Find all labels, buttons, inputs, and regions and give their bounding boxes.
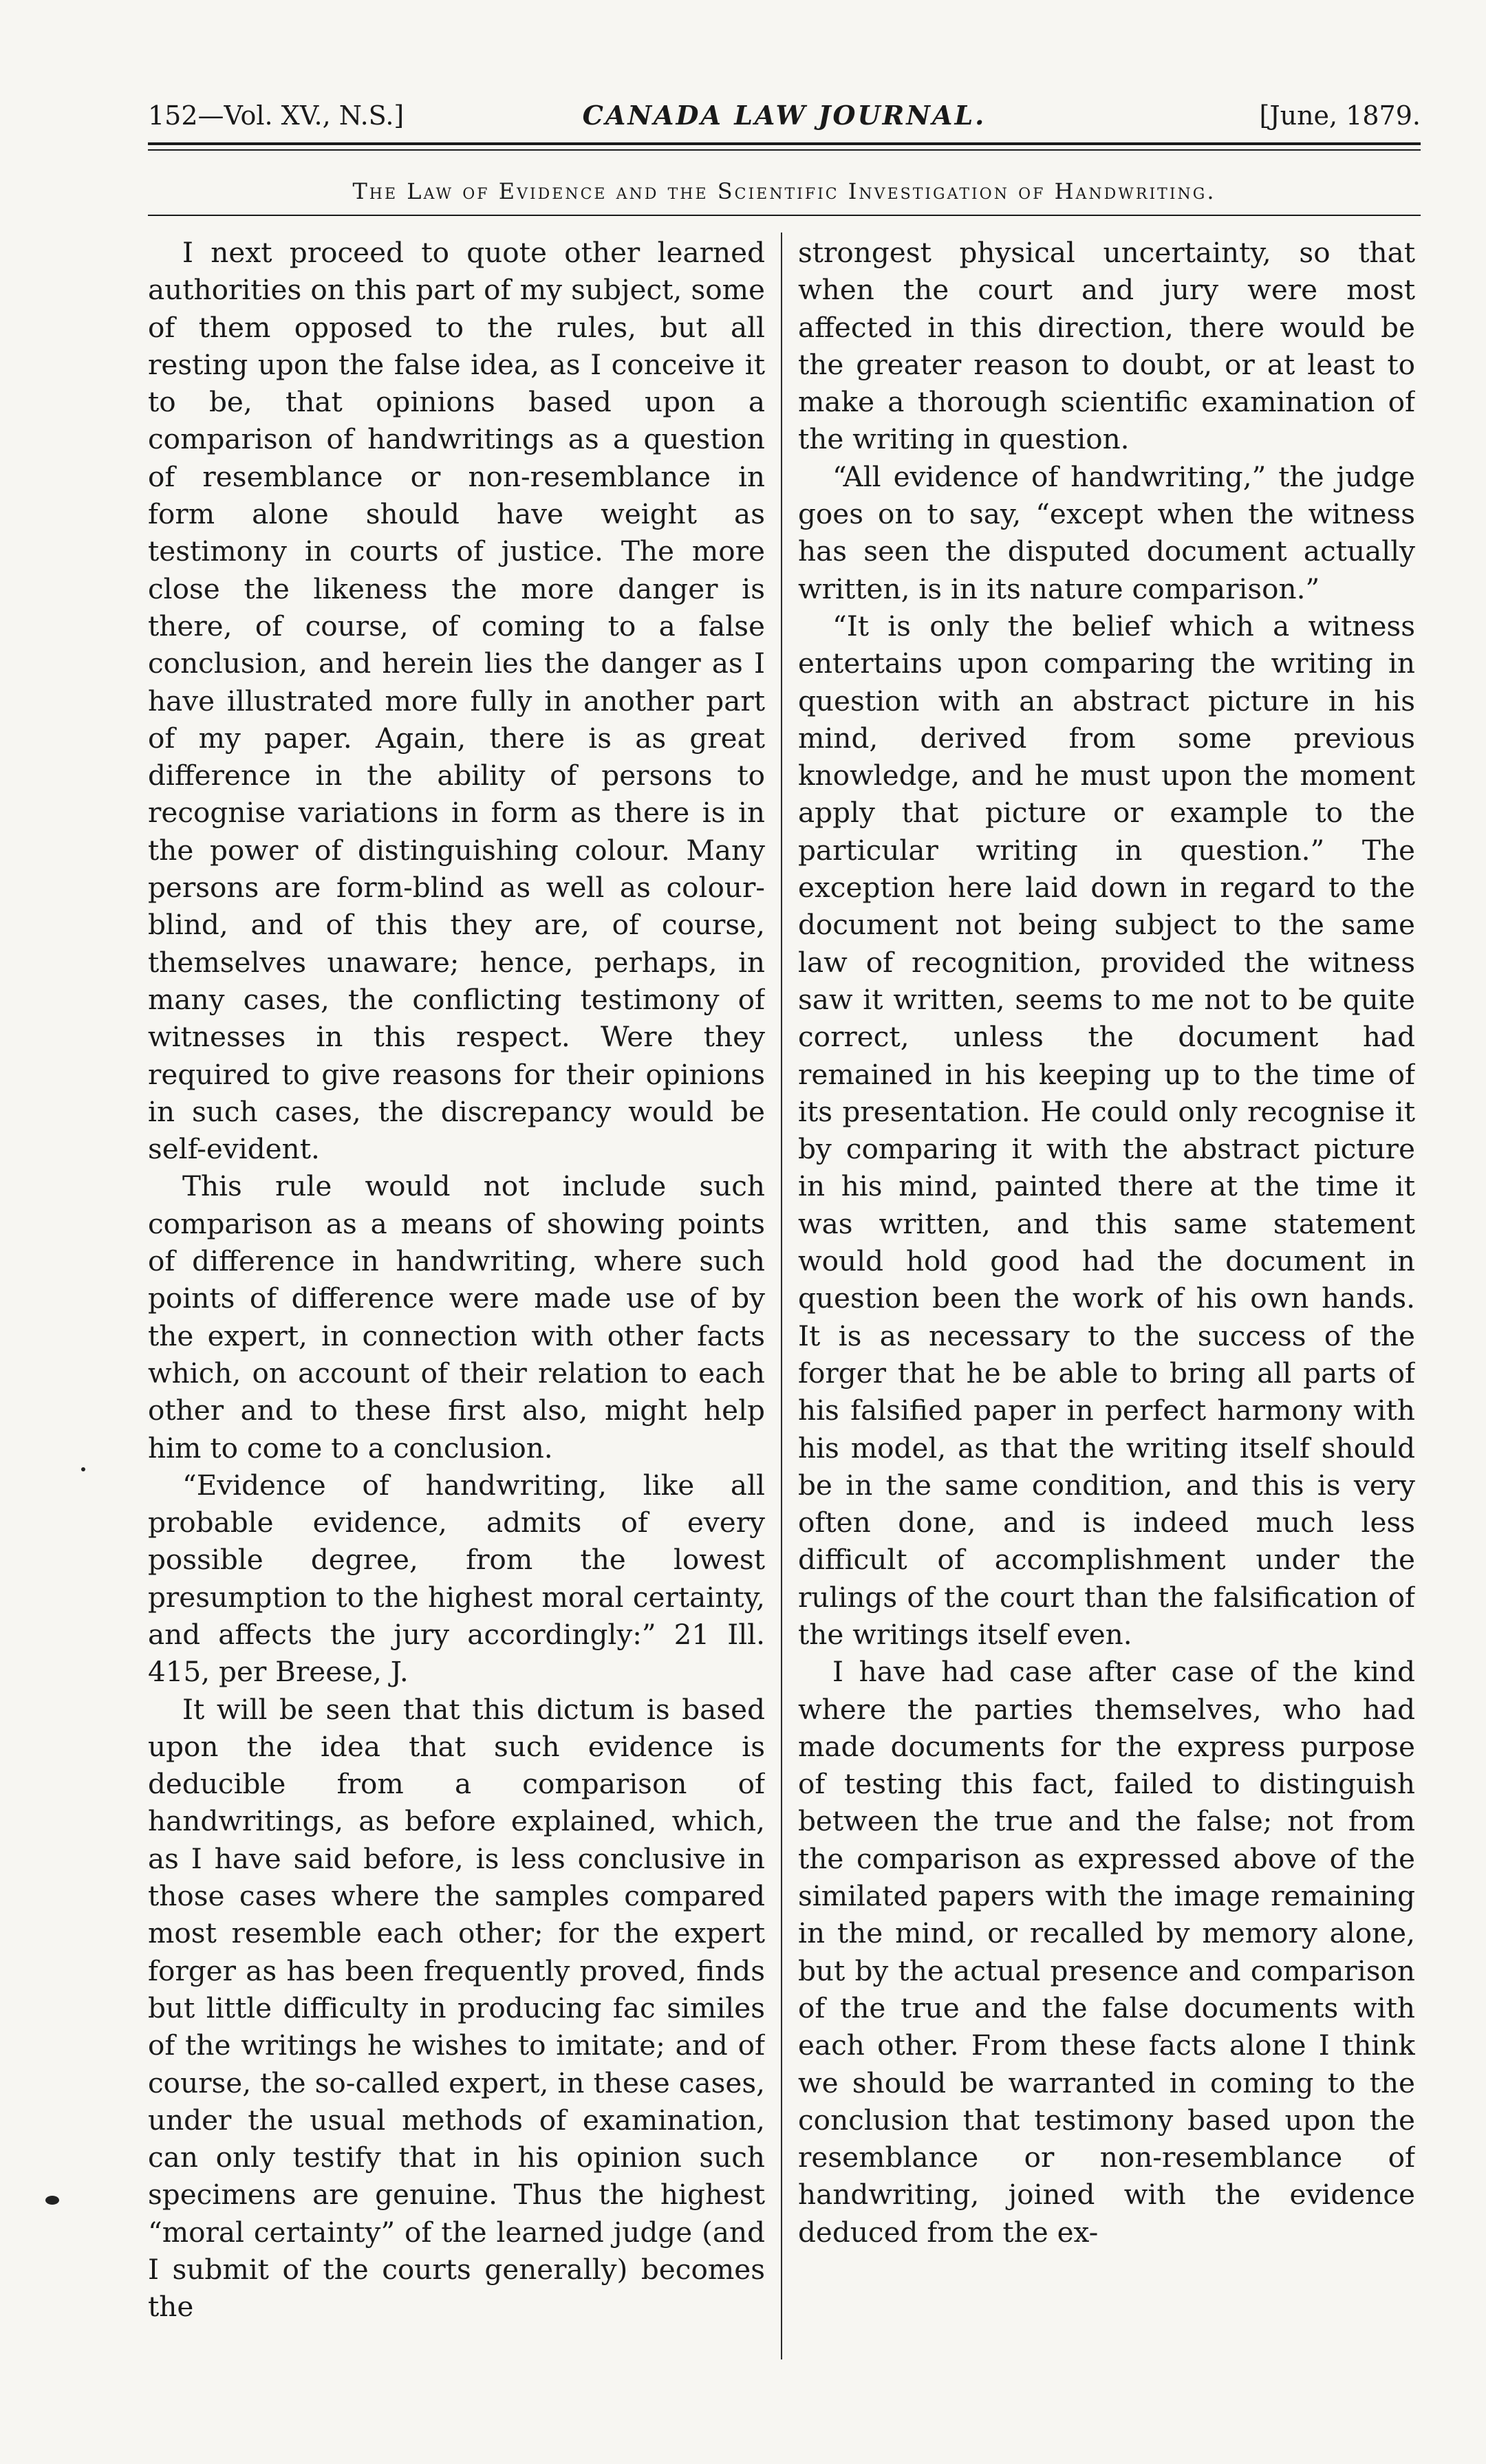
left-paragraph-4: It will be seen that this dictum is based upon the idea that such evidence is deducible from a comparison of handwritings, as before explained, which, as I have said before, is less conclusive in those cases where the samples compared most resemble each other; for the expert forger as has been frequently proved, finds but little difficulty in producing fac similes of the writings he wishes to imitate; and of course, the so-called expert, in these cases, under the usual methods of examination, can only testify that in his opinion such specimens are genuine. Thus the highest “moral certainty” of the learned judge (and I submit of the courts generally) becomes the: [148, 1692, 765, 2324]
running-head: [148, 95, 1421, 136]
right-column: [798, 234, 1415, 2359]
header-rule-thin: [148, 149, 1421, 151]
right-paragraph-4: I have had case after case of the kind where the parties themselves, who had made documents for the express purpose of testing this fact, failed to distinguish between the true and the false; not from the comparison as expressed above of the similated papers with the image remaining in the mind, or recalled by memory alone, but by the actual presence and comparison of the true and the false documents with each other. From these facts alone I think we should be warranted in coming to the conclusion that testimony based upon the resemblance or non-resemblance of handwriting, joined with the evidence deduced from the ex-: [798, 1655, 1415, 2249]
issue-date: [June, 1879.: [1259, 100, 1421, 131]
margin-mark: [81, 1467, 85, 1471]
margin-ink-blot: [45, 2196, 59, 2205]
left-paragraph-2: This rule would not include such comparison as a means of showing points of difference in handwriting, where such points of difference were made use of by the expert, in connection with other facts which, on account of their relation to each other and to these first also, might help him to come to a conclusion.: [148, 1169, 765, 1465]
page-volume-label: 152—Vol. XV., N.S.]: [148, 100, 405, 131]
section-title: The Law of Evidence and the Scientific Investigation of Handwriting.: [352, 178, 1216, 204]
left-paragraph-3: “Evidence of handwriting, like all probable evidence, admits of every possible degree, from the lowest presumption to the highest moral certainty, and affects the jury accordingly:” 21 Ill. 415, per Breese, J.: [148, 1468, 765, 1689]
column-divider: [781, 233, 782, 2359]
right-paragraph-2: “All evidence of handwriting,” the judge goes on to say, “except when the witness has seen the disputed document actually written, is in its nature comparison.”: [798, 460, 1415, 605]
header-rule-thick: [148, 142, 1421, 145]
right-paragraph-1: strongest physical uncertainty, so that when the court and jury were most affected in this direction, there would be the greater reason to doubt, or at least to make a thorough scientific examination of the writing in question.: [798, 236, 1415, 456]
section-title-rule: [148, 215, 1421, 216]
journal-title: CANADA LAW JOURNAL.: [582, 100, 987, 131]
right-paragraph-3: “It is only the belief which a witness entertains upon comparing the writing in question with an abstract picture in his mind, derived from some previous knowledge, and he must upon the moment apply that picture or example to the particular writing in question.” The exception here laid down in regard to the document not being subject to the same law of recognition, provided the witness saw it written, seems to me not to be quite correct, unless the document had remained in his keeping up to the time of its presentation. He could only recognise it by comparing it with the abstract picture in his mind, painted there at the time it was written, and this same statement would hold good had the document in question been the work of his own hands. It is as necessary to the success of the forger that he be able to bring all parts of his falsified paper in perfect harmony with his model, as that the writing itself should be in the same condition, and this is very often done, and is indeed much less difficult of accomplishment under the rulings of the court than the falsification of the writings itself even.: [798, 609, 1415, 1651]
left-column: [148, 234, 765, 2359]
left-paragraph-1: I next proceed to quote other learned authorities on this part of my subject, some of them opposed to the rules, but all resting upon the false idea, as I conceive it to be, that opinions based upon a comparison of handwritings as a question of resemblance or non-resemblance in form alone should have weight as testimony in courts of justice. The more close the likeness the more danger is there, of course, of coming to a false conclusion, and herein lies the danger as I have illustrated more fully in another part of my paper. Again, there is as great difference in the ability of persons to recognise variations in form as there is in the power of distinguishing colour. Many persons are form-blind as well as colour-blind, and of this they are, of course, themselves unaware; hence, perhaps, in many cases, the conflicting testimony of witnesses in this respect. Were they required to give reasons for their opinions in such cases, the discrepancy would be self-evident.: [148, 236, 765, 1166]
